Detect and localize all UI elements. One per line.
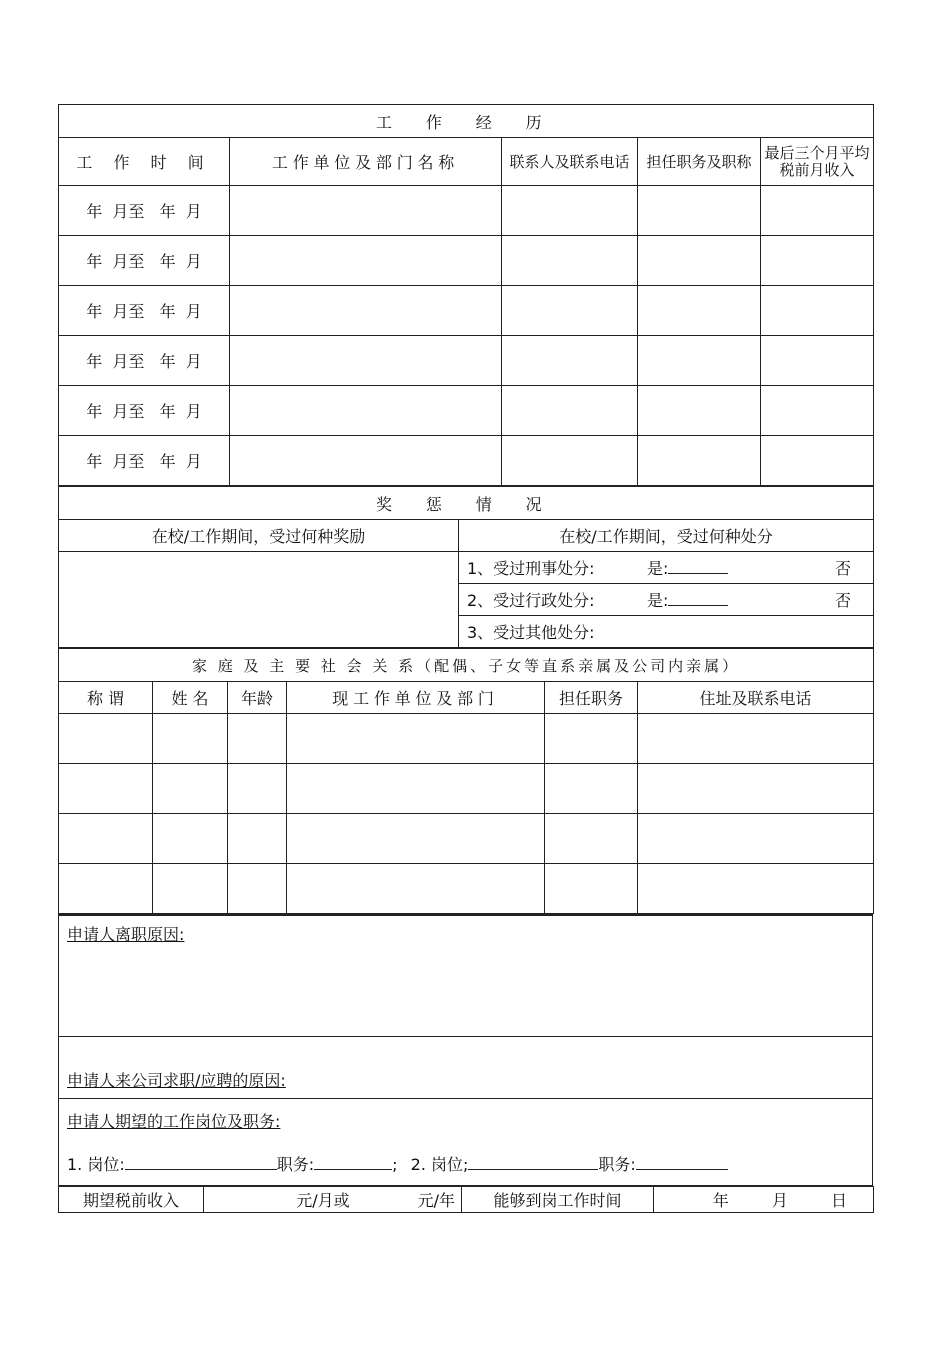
- duty1-label: 职务:: [276, 1155, 315, 1174]
- family-age-cell[interactable]: [228, 814, 287, 864]
- family-unit-cell[interactable]: [287, 814, 545, 864]
- family-title: 家 庭 及 主 要 社 会 关 系（配偶、子女等直系亲属及公司内亲属）: [59, 649, 874, 682]
- family-table: [58, 648, 874, 914]
- family-name-cell[interactable]: [153, 764, 228, 814]
- work-period-2[interactable]: 年 月至 年 月: [59, 236, 230, 286]
- work-position-cell[interactable]: [638, 436, 761, 486]
- work-period-6[interactable]: 年 月至 年 月: [59, 436, 230, 486]
- administrative-yes-label: 是:: [647, 591, 669, 610]
- work-position-cell[interactable]: [638, 336, 761, 386]
- criminal-punishment-row: [459, 552, 874, 584]
- work-period-4[interactable]: 年 月至 年 月: [59, 336, 230, 386]
- header-address: 住址及联系电话: [638, 682, 874, 714]
- family-name-cell[interactable]: [153, 864, 228, 914]
- application-table: [58, 914, 873, 1186]
- work-income-cell[interactable]: [761, 336, 874, 386]
- family-address-cell[interactable]: [638, 864, 874, 914]
- header-family-position: 担任职务: [545, 682, 638, 714]
- application-form: [58, 104, 873, 1213]
- work-contact-cell[interactable]: [502, 336, 638, 386]
- year-label: 年: [712, 1191, 729, 1210]
- family-position-cell[interactable]: [545, 864, 638, 914]
- header-position: 担任职务及职称: [638, 138, 761, 186]
- duty1-blank[interactable]: [314, 1154, 392, 1170]
- family-name-cell[interactable]: [153, 814, 228, 864]
- expected-position-title: 申请人期望的工作岗位及职务:: [67, 1112, 281, 1131]
- administrative-label: 2、受过行政处分:: [467, 591, 595, 610]
- criminal-label: 1、受过刑事处分:: [467, 559, 595, 578]
- family-unit-cell[interactable]: [287, 764, 545, 814]
- expected-position-box: [59, 1099, 873, 1186]
- work-position-cell[interactable]: [638, 236, 761, 286]
- family-relation-cell[interactable]: [59, 864, 153, 914]
- work-history-title: 工 作 经 历: [59, 105, 874, 138]
- administrative-punishment-row: [459, 584, 874, 616]
- work-contact-cell[interactable]: [502, 236, 638, 286]
- separator: ;: [392, 1155, 403, 1174]
- family-age-cell[interactable]: [228, 764, 287, 814]
- work-income-cell[interactable]: [761, 386, 874, 436]
- work-unit-cell[interactable]: [230, 186, 502, 236]
- start-time-label: 能够到岗工作时间: [462, 1187, 654, 1213]
- family-age-cell[interactable]: [228, 714, 287, 764]
- family-position-cell[interactable]: [545, 714, 638, 764]
- header-income: 最后三个月平均税前月收入: [761, 138, 874, 186]
- family-unit-cell[interactable]: [287, 864, 545, 914]
- work-unit-cell[interactable]: [230, 386, 502, 436]
- header-work-time: 工 作 时 间: [59, 138, 230, 186]
- duty2-label: 职务:: [598, 1155, 636, 1174]
- criminal-yes-label: 是:: [647, 559, 669, 578]
- duty2-blank[interactable]: [636, 1154, 728, 1170]
- criminal-no-label: 否: [834, 559, 851, 578]
- work-period-3[interactable]: 年 月至 年 月: [59, 286, 230, 336]
- expected-income-field[interactable]: [204, 1187, 462, 1213]
- family-position-cell[interactable]: [545, 814, 638, 864]
- expected-income-label: 期望税前收入: [59, 1187, 204, 1213]
- day-label: 日: [830, 1191, 847, 1210]
- header-relation: 称 谓: [59, 682, 153, 714]
- family-unit-cell[interactable]: [287, 714, 545, 764]
- work-position-cell[interactable]: [638, 286, 761, 336]
- position2-blank[interactable]: [468, 1154, 598, 1170]
- work-income-cell[interactable]: [761, 286, 874, 336]
- position1-blank[interactable]: [125, 1154, 277, 1170]
- join-reason-label: 申请人来公司求职/应聘的原因:: [67, 1071, 286, 1090]
- family-address-cell[interactable]: [638, 814, 874, 864]
- work-income-cell[interactable]: [761, 236, 874, 286]
- family-age-cell[interactable]: [228, 864, 287, 914]
- leave-reason-label: 申请人离职原因:: [67, 925, 185, 944]
- work-unit-cell[interactable]: [230, 286, 502, 336]
- other-label: 3、受过其他处分:: [467, 623, 595, 642]
- reward-header: 在校/工作期间，受过何种奖励: [59, 520, 459, 552]
- work-period-1[interactable]: 年 月至 年 月: [59, 186, 230, 236]
- rewards-title: 奖 惩 情 况: [59, 487, 874, 520]
- punish-header: 在校/工作期间，受过何种处分: [459, 520, 874, 552]
- position2-label: 2. 岗位;: [410, 1155, 469, 1174]
- family-name-cell[interactable]: [153, 714, 228, 764]
- reward-text-area[interactable]: [59, 552, 459, 648]
- family-address-cell[interactable]: [638, 714, 874, 764]
- leave-reason-box[interactable]: [59, 915, 873, 1037]
- work-contact-cell[interactable]: [502, 386, 638, 436]
- work-unit-cell[interactable]: [230, 236, 502, 286]
- header-family-unit: 现工作单位及部门: [287, 682, 545, 714]
- unit-month-label: 元/月或: [296, 1191, 350, 1210]
- work-unit-cell[interactable]: [230, 436, 502, 486]
- unit-year-label: 元/年: [417, 1191, 455, 1210]
- header-work-unit: 工作单位及部门名称: [230, 138, 502, 186]
- criminal-yes-blank[interactable]: [668, 558, 728, 574]
- salary-table: [58, 1186, 874, 1213]
- work-unit-cell[interactable]: [230, 336, 502, 386]
- other-punishment-row[interactable]: [459, 616, 874, 648]
- family-address-cell[interactable]: [638, 764, 874, 814]
- month-label: 月: [771, 1191, 788, 1210]
- work-contact-cell[interactable]: [502, 186, 638, 236]
- family-relation-cell[interactable]: [59, 714, 153, 764]
- start-date-field[interactable]: [654, 1187, 874, 1213]
- header-age: 年龄: [228, 682, 287, 714]
- work-position-cell[interactable]: [638, 186, 761, 236]
- family-relation-cell[interactable]: [59, 814, 153, 864]
- work-income-cell[interactable]: [761, 436, 874, 486]
- rewards-table: [58, 486, 874, 648]
- family-relation-cell[interactable]: [59, 764, 153, 814]
- header-name: 姓 名: [153, 682, 228, 714]
- work-period-5[interactable]: 年 月至 年 月: [59, 386, 230, 436]
- administrative-yes-blank[interactable]: [668, 590, 728, 606]
- header-contact: 联系人及联系电话: [502, 138, 638, 186]
- work-contact-cell[interactable]: [502, 286, 638, 336]
- family-position-cell[interactable]: [545, 764, 638, 814]
- work-history-table: [58, 104, 874, 486]
- join-reason-box[interactable]: [59, 1037, 873, 1099]
- position1-label: 1. 岗位:: [67, 1155, 125, 1174]
- work-position-cell[interactable]: [638, 386, 761, 436]
- work-income-cell[interactable]: [761, 186, 874, 236]
- work-contact-cell[interactable]: [502, 436, 638, 486]
- administrative-no-label: 否: [834, 591, 851, 610]
